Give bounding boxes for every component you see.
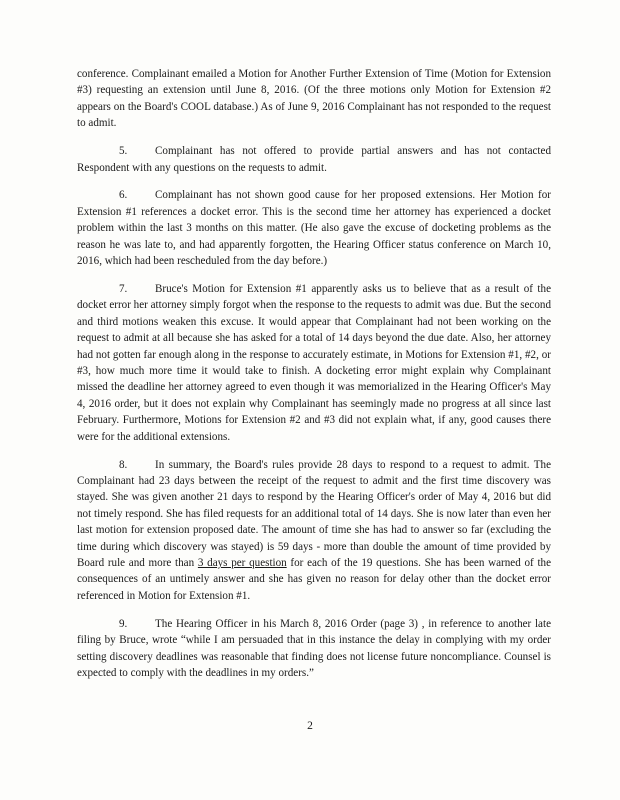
paragraph-number: 7. bbox=[119, 282, 128, 295]
paragraph-number: 5. bbox=[119, 145, 128, 158]
paragraph-number: 6. bbox=[119, 189, 128, 202]
paragraph-8 bbox=[77, 457, 551, 605]
paragraph-5 bbox=[77, 143, 551, 176]
paragraph-text: conference. Complainant emailed a Motion for Another Further Extension of Time (Motion for Extension #3) requesting an extension until June 8, 2016. (Of the three motions only Motion for Extension #2 appears on the Board's COOL database.) As of June 9, 2016 Complainant has not responded to the request to admit. bbox=[77, 68, 551, 130]
page-number: 2 bbox=[307, 720, 313, 732]
paragraph-7 bbox=[77, 281, 551, 445]
paragraph-number: 8. bbox=[119, 458, 128, 471]
paragraph-text: The Hearing Officer in his March 8, 2016 Order (page 3) , in reference to another late filing by Bruce, wrote “while I am persuaded that in this instance the delay in complying with my order setting discovery deadlines was reasonable that finding does not license future noncompliance. Counsel is expected to comply with the deadlines in my orders.” bbox=[77, 617, 551, 679]
paragraph-text-before: In summary, the Board's rules provide 28 days to respond to a request to admit. The Complainant had 23 days between the receipt of the request to admit and the first time discovery was stayed. She was given another 21 days to respond by the Hearing Officer's order of May 4, 2016 but did not timely respond. She has filed requests for an additional total of 14 days. She is now later than even her last motion for extension proposed date. The amount of time she has had to answer so far (excluding the time during which discovery was stayed) is 59 days - more than double the amount of time provided by Board rule and more than bbox=[77, 458, 551, 569]
paragraph-number: 9. bbox=[119, 617, 128, 630]
paragraph-text-after: for each of the 19 questions. She has been warned of the consequences of an untimely answer and she has given no reason for delay other than the docket error referenced in Motion for Extension #1. bbox=[77, 556, 552, 602]
paragraph-9 bbox=[77, 616, 551, 682]
paragraph-6 bbox=[77, 187, 551, 269]
document-body bbox=[77, 66, 551, 693]
paragraph-text: Bruce's Motion for Extension #1 apparently asks us to believe that as a result of the docket error her attorney simply forgot when the response to the requests to admit was due. But the second and third motions weaken this excuse. It would appear that Complainant had not been working on the request to admit at all because she has asked for a total of 14 days beyond the due date. Also, her attorney had not gotten far enough along in the response to accurately estimate, in Motions for Extension #1, #2, or #3, how much more time it would take to finish. A docketing error might explain why Complainant missed the deadline her attorney agreed to even though it was memorialized in the Hearing Officer's May 4, 2016 order, but it does not explain why Complainant has seemingly made no progress at all since last February. Furthermore, Motions for Extension #2 and #3 did not explain what, if any, good causes there were for the additional extensions. bbox=[77, 282, 551, 443]
underlined-phrase: 3 days per question bbox=[197, 556, 287, 569]
paragraph-continued bbox=[77, 66, 551, 132]
paragraph-text: Complainant has not shown good cause for her proposed extensions. Her Motion for Extension #1 references a docket error. This is the second time her attorney has experienced a docket problem within the last 3 months on this matter. (He also gave the excuse of docketing problems as the reason he was late to, and had apparently forgotten, the Hearing Officer status conference on March 10, 2016, which had been rescheduled from the day before.) bbox=[77, 189, 551, 268]
paragraph-text: Complainant has not offered to provide partial answers and has not contacted Respondent with any questions on the requests to admit. bbox=[77, 145, 551, 174]
